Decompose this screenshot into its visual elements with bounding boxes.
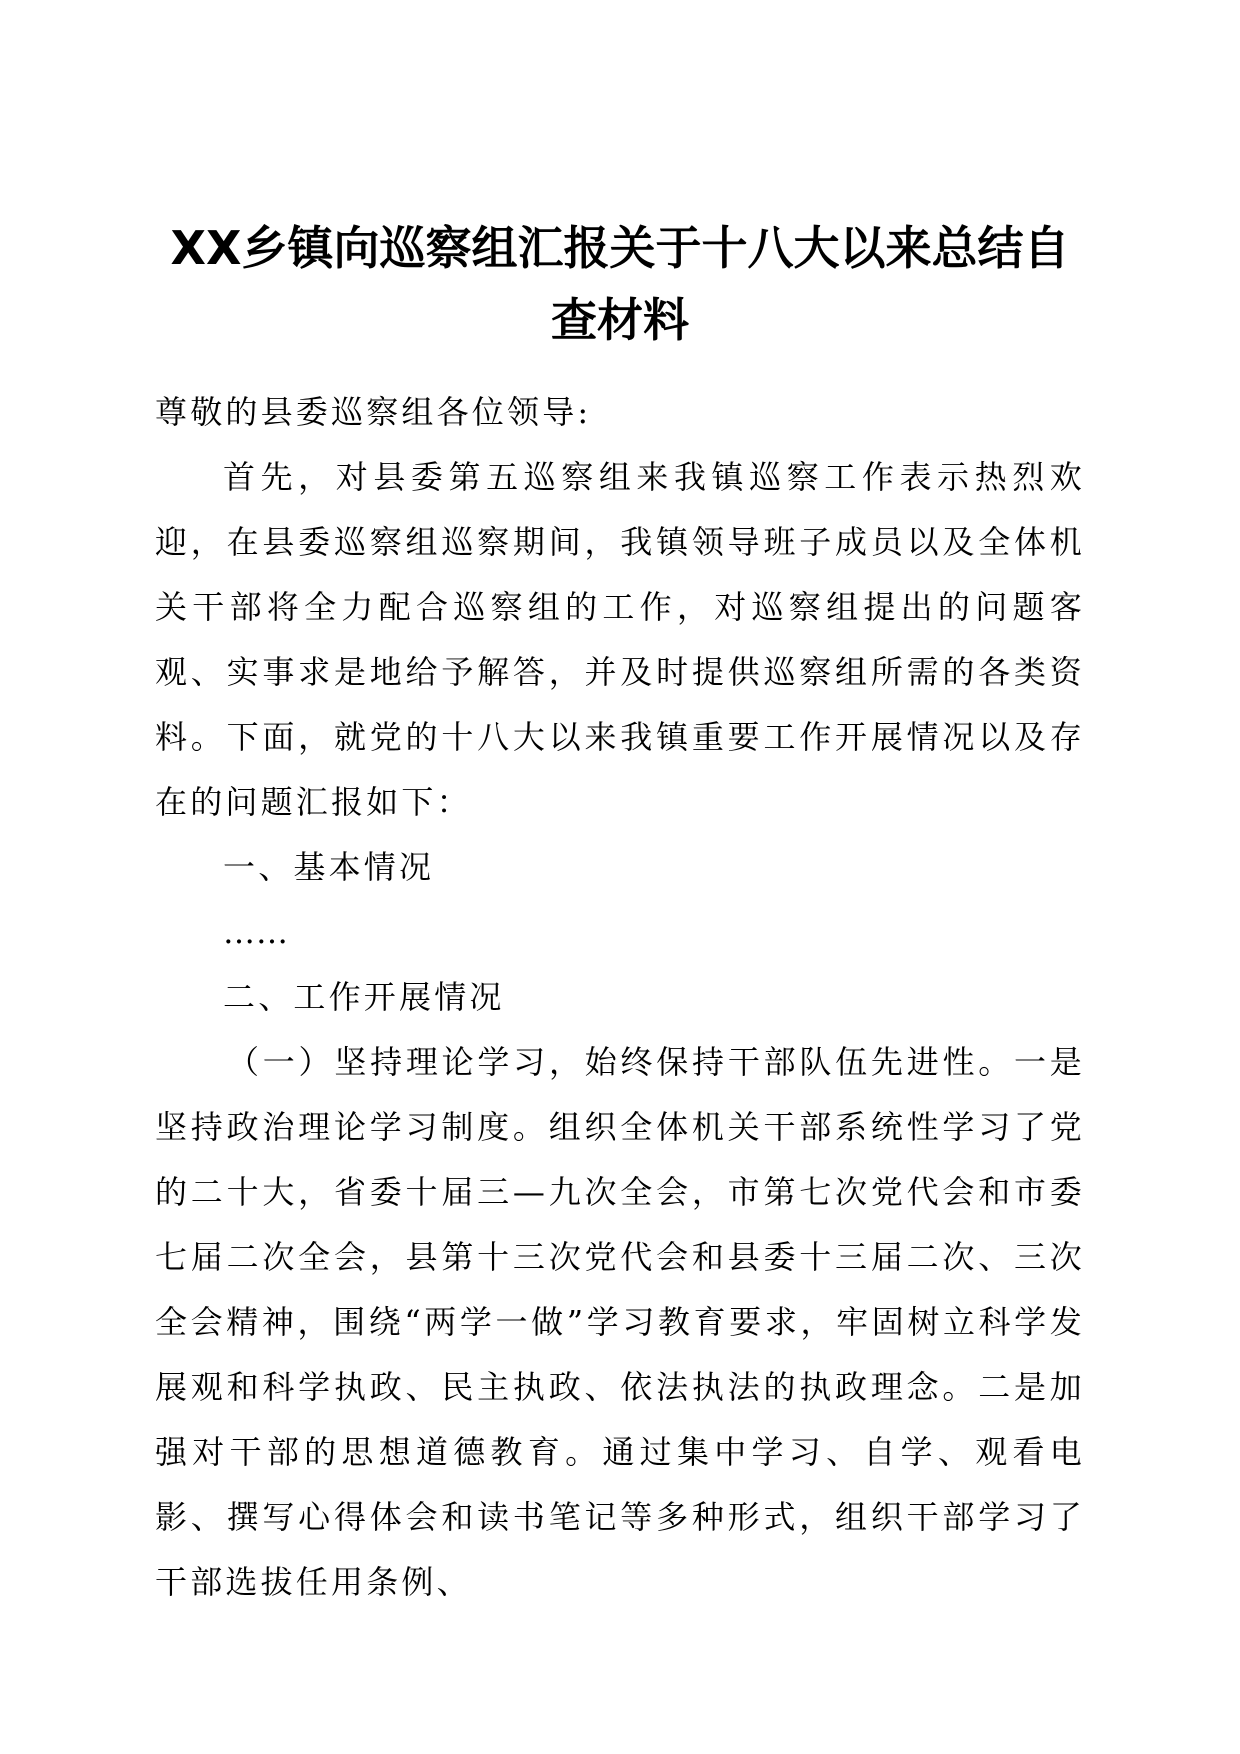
greeting: 尊敬的县委巡察组各位领导:: [155, 393, 592, 431]
intro-paragraph: 首先，对县委第五巡察组来我镇巡察工作表示热烈欢迎，在县委巡察组巡察期间，我镇领导班子成员以及全体机关干部将全力配合巡察组的工作，对巡察组提出的问题客观、实事求是地给予解答，并及时提供巡察组所需的各类资料。下面，就党的十八大以来我镇重要工作开展情况以及存在的问题汇报如下：: [155, 458, 1085, 821]
section-heading-basic-situation: 一、基本情况: [223, 848, 435, 886]
section-ellipsis: ……: [223, 913, 289, 951]
section-heading-work-progress: 二、工作开展情况: [223, 978, 505, 1016]
document-title: XX乡镇向巡察组汇报关于十八大以来总结自查材料: [170, 221, 1070, 347]
document-body: [155, 380, 1085, 1615]
section-2-paragraph-1: （一）坚持理论学习，始终保持干部队伍先进性。一是坚持政治理论学习制度。组织全体机关干部系统性学习了党的二十大，省委十届三—九次全会，市第七次党代会和市委七届二次全会，县第十三次党代会和县委十三届二次、三次全会精神，围绕“两学一做”学习教育要求，牢固树立科学发展观和科学执政、民主执政、依法执法的执政理念。二是加强对干部的思想道德教育。通过集中学习、自学、观看电影、撰写心得体会和读书笔记等多种形式，组织干部学习了干部选拔任用条例、: [155, 1043, 1085, 1601]
